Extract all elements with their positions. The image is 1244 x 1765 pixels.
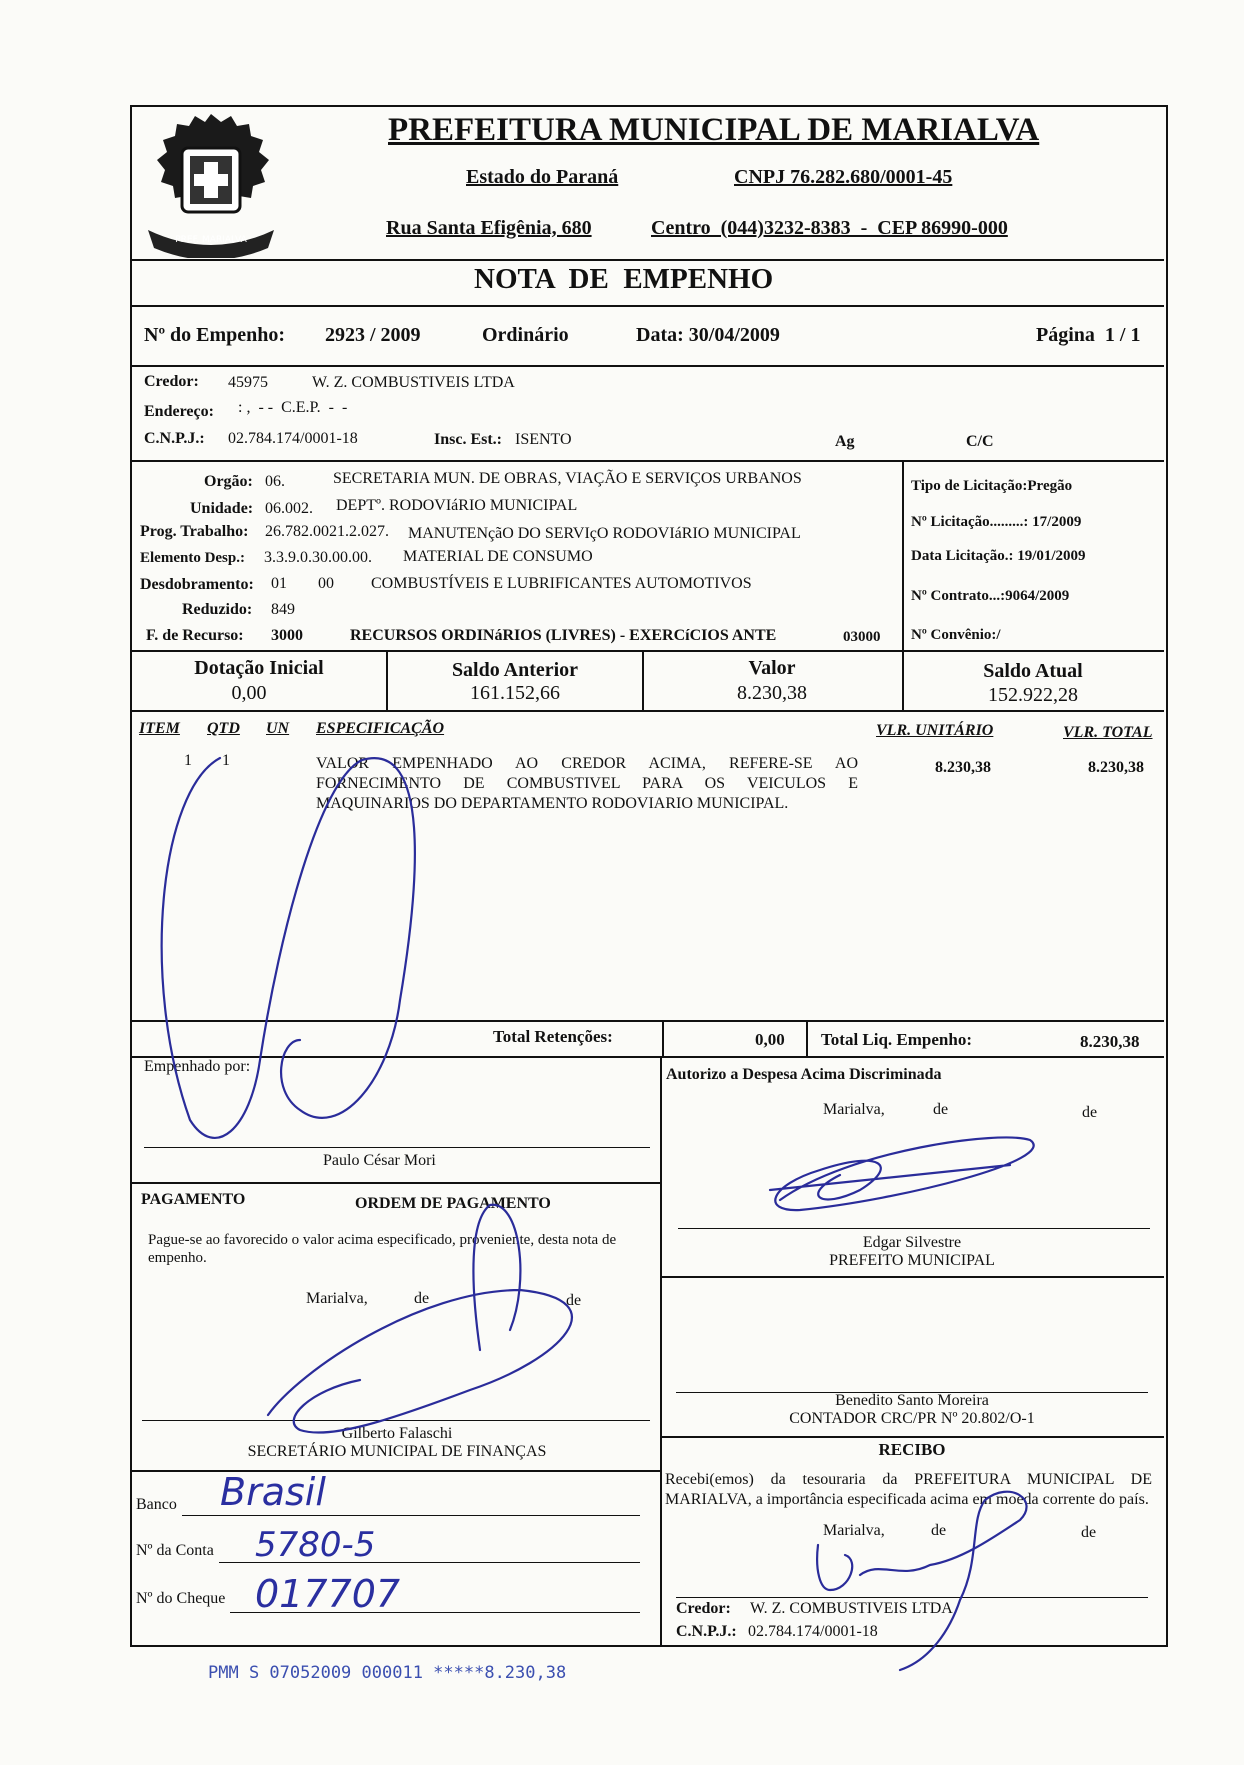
liq-label: Total Liq. Empenho:: [821, 1030, 972, 1049]
licitacao-data: Data Licitação.: 19/01/2009: [911, 548, 1086, 564]
pagamento-place: Marialva,: [306, 1290, 368, 1307]
recibo-cnpj: 02.784.174/0001-18: [748, 1623, 878, 1640]
banco-label: Banco: [136, 1496, 177, 1513]
col-item: ITEM: [139, 720, 180, 737]
recibo-de1: de: [931, 1522, 947, 1539]
prefeitura-title: PREFEITURA MUNICIPAL DE MARIALVA: [388, 112, 1040, 148]
prog-code: 26.782.0021.2.027.: [265, 523, 389, 540]
empenhado-name: Paulo César Mori: [323, 1152, 436, 1169]
dotacao-value: 0,00: [231, 682, 267, 704]
pagamento-name: Gilberto Falaschi: [341, 1425, 453, 1442]
row-vlr-total: 8.230,38: [1088, 759, 1144, 776]
saldo-atual-label: Saldo Atual: [983, 660, 1083, 682]
cc-label: C/C: [966, 433, 994, 450]
autorizo-role: PREFEITO MUNICIPAL: [829, 1252, 995, 1269]
licitacao-contrato: Nº Contrato...:9064/2009: [911, 588, 1070, 604]
autorizo-name: Edgar Silvestre: [862, 1234, 962, 1251]
pagamento-text: Pague-se ao favorecido o valor acima especificado, proveniente, desta nota de empenho.: [148, 1232, 617, 1266]
recibo-credor-label: Credor:: [676, 1600, 731, 1617]
insc-value: ISENTO: [515, 431, 572, 448]
reduzido-label: Reduzido:: [182, 601, 253, 618]
banco-value: Brasil: [220, 1470, 326, 1514]
credor-label: Credor:: [144, 373, 199, 390]
empenhado-label: Empenhado por:: [144, 1058, 251, 1075]
prog-label: Prog. Trabalho:: [140, 523, 249, 540]
coat-of-arms-text: PREF. MARIALVA: [175, 235, 247, 245]
empenho-number: 2923 / 2009: [325, 324, 421, 346]
recibo-credor: W. Z. COMBUSTIVEIS LTDA: [750, 1600, 953, 1617]
ag-label: Ag: [835, 433, 855, 450]
pagamento-de1: de: [414, 1290, 430, 1307]
col-vlr-total: VLR. TOTAL: [1063, 724, 1153, 741]
unidade-label: Unidade:: [190, 500, 254, 517]
elemento-label: Elemento Desp.:: [140, 550, 245, 566]
pagamento-label: PAGAMENTO: [141, 1191, 246, 1208]
desdobramento-desc: COMBUSTÍVEIS E LUBRIFICANTES AUTOMOTIVOS: [371, 575, 752, 592]
elemento-code: 3.3.9.0.30.00.00.: [264, 549, 372, 566]
coat-of-arms-icon: [138, 108, 284, 258]
licitacao-convenio: Nº Convênio:/: [911, 627, 1001, 643]
empenho-type: Ordinário: [482, 324, 569, 346]
pagamento-de2: de: [566, 1292, 582, 1309]
address-label: Rua Santa Efigênia, 680: [386, 217, 592, 239]
recibo-title: RECIBO: [878, 1440, 946, 1459]
saldo-anterior-label: Saldo Anterior: [451, 659, 579, 681]
valor-label: Valor: [748, 657, 796, 679]
cheque-value: 017707: [255, 1572, 401, 1616]
desdobramento-label: Desdobramento:: [140, 576, 254, 593]
recurso-desc: RECURSOS ORDINáRIOS (LIVRES) - EXERCíCIOS ANTE: [350, 627, 777, 644]
valor-value: 8.230,38: [737, 682, 807, 704]
saldo-anterior-value: 161.152,66: [470, 682, 560, 704]
ordem-pagamento-label: ORDEM DE PAGAMENTO: [355, 1195, 551, 1212]
saldo-atual-value: 152.922,28: [988, 684, 1078, 706]
col-qtd: QTD: [207, 720, 240, 737]
recibo-cnpj-label: C.N.P.J.:: [676, 1623, 737, 1640]
desdobramento-b: 00: [318, 575, 334, 592]
cnpj-header: CNPJ 76.282.680/0001-45: [734, 166, 953, 188]
orgao-code: 06.: [265, 473, 285, 490]
contador-role: CONTADOR CRC/PR Nº 20.802/O-1: [789, 1410, 1035, 1427]
contador-name: Benedito Santo Moreira: [835, 1392, 989, 1409]
conta-label: Nº da Conta: [136, 1542, 214, 1559]
unidade-desc: DEPTº. RODOVIáRIO MUNICIPAL: [336, 497, 578, 514]
col-vlr-unitario: VLR. UNITÁRIO: [876, 722, 994, 739]
credor-code: 45975: [228, 374, 268, 391]
recibo-de2: de: [1081, 1524, 1097, 1541]
conta-value: 5780-5: [255, 1525, 376, 1565]
prog-desc: MANUTENçãO DO SERVIçO RODOVIáRIO MUNICIPAL: [408, 525, 801, 542]
orgao-desc: SECRETARIA MUN. DE OBRAS, VIAÇÃO E SERVIÇOS URBANOS: [333, 470, 802, 487]
recibo-text: Recebi(emos) da tesouraria da PREFEITURA MUNICIPAL DE MARIALVA, a importância especificada acima em moeda corrente do país.: [665, 1471, 1152, 1508]
row-item: 1: [184, 752, 192, 769]
retencoes-value: 0,00: [755, 1030, 785, 1049]
liq-value: 8.230,38: [1080, 1032, 1140, 1051]
col-espec: ESPECIFICAÇÃO: [316, 720, 445, 737]
empenho-number-label: Nº do Empenho:: [144, 324, 286, 346]
col-un: UN: [266, 720, 290, 737]
row-vlr-unitario: 8.230,38: [935, 759, 991, 776]
recurso-code: 3000: [271, 627, 303, 644]
licitacao-tipo: Tipo de Licitação:Pregão: [911, 478, 1073, 494]
endereco-label: Endereço:: [144, 403, 214, 420]
retencoes-label: Total Retenções:: [493, 1027, 613, 1046]
state-label: Estado do Paraná: [466, 166, 619, 188]
desdobramento-a: 01: [271, 575, 287, 592]
pagamento-role: SECRETÁRIO MUNICIPAL DE FINANÇAS: [247, 1443, 547, 1460]
recibo-place: Marialva,: [823, 1522, 885, 1539]
contact-label: Centro (044)3232-8383 - CEP 86990-000: [651, 217, 1008, 239]
insc-label: Insc. Est.:: [434, 431, 503, 448]
licitacao-numero: Nº Licitação.........: 17/2009: [911, 514, 1082, 530]
doc-title: NOTA DE EMPENHO: [474, 263, 774, 295]
unidade-code: 06.002.: [265, 500, 313, 517]
dotacao-label: Dotação Inicial: [194, 657, 324, 679]
page-number: Página 1 / 1: [1036, 324, 1141, 346]
autorizo-place: Marialva,: [823, 1101, 885, 1118]
row-qtd: 1: [222, 752, 230, 769]
cnpj-label: C.N.P.J.:: [144, 430, 205, 447]
recurso-extra: 03000: [843, 629, 881, 645]
empenho-date: Data: 30/04/2009: [636, 324, 780, 346]
recurso-label: F. de Recurso:: [146, 627, 244, 644]
endereco-value: : , - - C.E.P. - -: [238, 399, 348, 416]
payment-stamp: PMM S 07052009 000011 *****8.230,38: [208, 1663, 567, 1683]
credor-name: W. Z. COMBUSTIVEIS LTDA: [312, 374, 515, 391]
autorizo-de2: de: [1082, 1104, 1098, 1121]
cheque-label: Nº do Cheque: [136, 1590, 226, 1607]
row-desc: VALOR EMPENHADO AO CREDOR ACIMA, REFERE-SE AO FORNECIMENTO DE COMBUSTIVEL PARA OS VEICULOS E MAQUINARIOS DO DEPARTAMENTO RODOVIARIO MUNICIPAL.: [316, 755, 858, 812]
autorizo-de1: de: [933, 1101, 949, 1118]
reduzido-value: 849: [271, 601, 295, 618]
cnpj-value: 02.784.174/0001-18: [228, 430, 358, 447]
orgao-label: Orgão:: [204, 473, 253, 490]
elemento-desc: MATERIAL DE CONSUMO: [403, 548, 593, 565]
autorizo-title: Autorizo a Despesa Acima Discriminada: [666, 1066, 942, 1083]
